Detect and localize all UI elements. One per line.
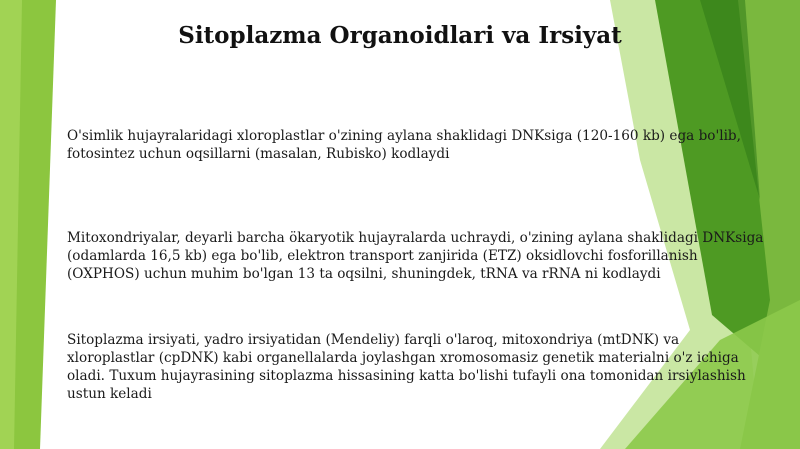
paragraph-mitochondria: Mitoxondriyalar, deyarli barcha ökaryotik hujayralarda uchraydi, o'zining aylana shaklidagi DNKsiga (odamlarda 16,5 kb) ega bo'lib, elektron transport zanjirida (ETZ) oksidlovchi fosforillanish (OXPHOS) uchun muhim bo'lgan 13 ta oqsilni, shuningdek, tRNA va rRNA ni kodlaydi bbox=[67, 230, 764, 282]
slide-title: Sitoplazma Organoidlari va Irsiyat bbox=[178, 22, 622, 49]
paragraph-cytoplasmic-inheritance: Sitoplazma irsiyati, yadro irsiyatidan (Mendeliy) farqli o'laroq, mitoxondriya (mtDNK) va xloroplastlar (cpDNK) kabi organellalarda joylashgan xromosomasiz genetik materialni o'z ichiga oladi. Tuxum hujayrasining sitoplazma hissasining katta bo'lishi tufayli ona tomonidan irsiylashish ustun keladi bbox=[67, 332, 746, 402]
paragraph-chloroplast: O'simlik hujayralaridagi xloroplastlar o'zining aylana shaklidagi DNKsiga (120-160 kb) ega bo'lib, fotosintez uchun oqsillarni (masalan, Rubisko) kodlaydi bbox=[67, 128, 741, 162]
